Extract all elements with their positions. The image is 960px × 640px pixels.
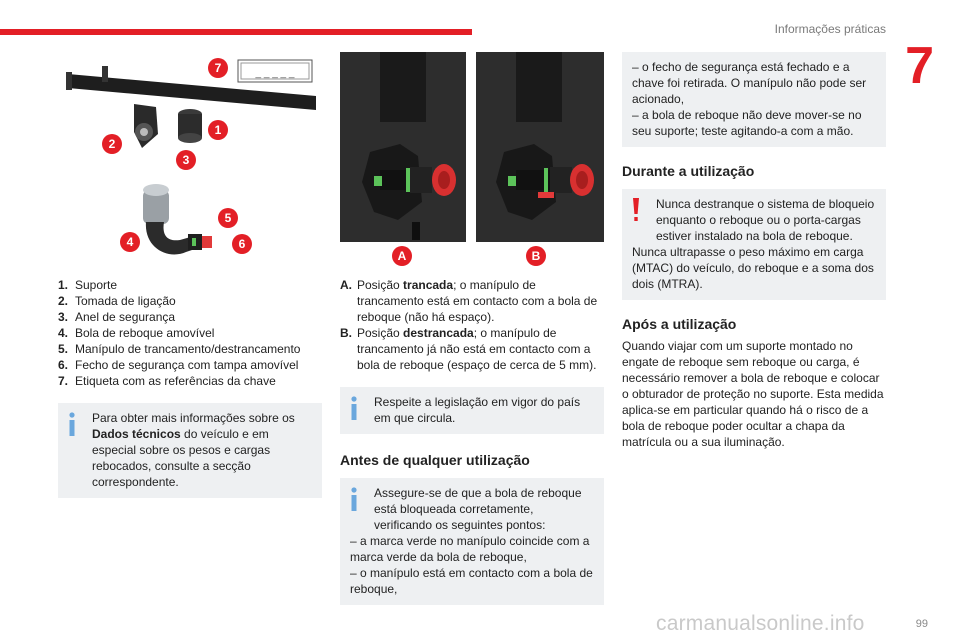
legend-item: 4. Bola de reboque amovível bbox=[58, 326, 215, 340]
header-accent-bar bbox=[0, 29, 472, 35]
legend-item: 6. Fecho de segurança com tampa amovível bbox=[58, 358, 299, 372]
label-a bbox=[392, 246, 412, 266]
technical-data-link-text: Dados técnicos bbox=[92, 427, 181, 441]
callout-7 bbox=[208, 58, 228, 78]
svg-text:7: 7 bbox=[214, 61, 222, 75]
label-b bbox=[526, 246, 546, 266]
svg-text:2: 2 bbox=[108, 137, 116, 151]
section-heading-before-use: Antes de qualquer utilização bbox=[340, 452, 530, 468]
column-middle bbox=[340, 52, 604, 605]
position-b-item: B. Posição destrancada; o manípulo de trancamento já não está em contacto com a bola de reboque (espaço de cerca de 5 mm). bbox=[340, 326, 597, 372]
page-number: 99 bbox=[915, 618, 928, 630]
before-use-info-box: Assegure-se de que a bola de reboque está bloqueada corretamente, verificando os seguintes pontos: – a marca verde no manípulo coincide com a marca verde da bola de reboque, – o manípulo está em contacto com a bola de reboque, bbox=[340, 478, 604, 605]
position-a-item: A. Posição trancada; o manípulo de trancamento está em contacto com a bola de reboque (não há espaço). bbox=[340, 278, 598, 324]
component-legend bbox=[58, 277, 322, 389]
technical-data-info-box: Para obter mais informações sobre os Dados técnicos do veículo e em especial sobre os pesos e cargas rebocados, consulte a secção correspondente. bbox=[58, 403, 322, 498]
legislation-info-box: Respeite a legislação em vigor do país em que circula. bbox=[340, 387, 604, 434]
svg-text:6: 6 bbox=[238, 237, 246, 251]
callout-5 bbox=[218, 208, 238, 228]
legend-item: 5. Manípulo de trancamento/destrancamento bbox=[58, 342, 301, 356]
info-icon bbox=[67, 412, 77, 436]
during-use-warning-box: Nunca destranque o sistema de bloqueio enquanto o reboque ou o porta-cargas estiver instalado na bola de reboque. Nunca ultrapasse o peso máximo em carga (MTAC) do veículo, do reboque e a soma dos dois (MTRA). bbox=[622, 189, 886, 300]
svg-text:4: 4 bbox=[126, 235, 134, 249]
key-label-placeholder: _ _ _ _ _ bbox=[255, 68, 295, 79]
svg-text:5: 5 bbox=[224, 211, 232, 225]
chapter-number: 7 bbox=[905, 37, 934, 95]
callout-2 bbox=[102, 134, 122, 154]
watermark: carmanualsonline.info bbox=[656, 612, 865, 635]
legend-item: 2. Tomada de ligação bbox=[58, 294, 176, 308]
svg-text:A: A bbox=[397, 249, 407, 263]
info-icon bbox=[349, 396, 359, 420]
locking-handle-drawing bbox=[340, 52, 604, 267]
towbar-illustration bbox=[58, 52, 322, 267]
svg-text:3: 3 bbox=[182, 153, 190, 167]
locking-positions-illustration bbox=[340, 52, 604, 267]
column-left bbox=[58, 52, 322, 498]
callout-1 bbox=[208, 120, 228, 140]
legend-item: 7. Etiqueta com as referências da chave bbox=[58, 374, 276, 388]
callout-4 bbox=[120, 232, 140, 252]
after-use-text: Quando viajar com um suporte montado no engate de reboque sem reboque ou carga, é necessário remover a bola de reboque e colocar o obturador de proteção no suporte. Esta medida aplica-se em particular quando há o risco de a bola de reboque poder ocultar a chapa da matrícula ou a sua iluminação. bbox=[622, 339, 884, 449]
towbar-drawing bbox=[58, 52, 322, 267]
svg-text:1: 1 bbox=[214, 123, 222, 137]
callout-3 bbox=[176, 150, 196, 170]
before-use-continued-box: – o fecho de segurança está fechado e a chave foi retirada. O manípulo não pode ser acionado, – a bola de reboque não deve mover-se no seu suporte; teste agitando-a com a mão. bbox=[622, 52, 886, 147]
callout-6 bbox=[232, 234, 252, 254]
legend-item: 3. Anel de segurança bbox=[58, 310, 176, 324]
svg-text:B: B bbox=[531, 249, 541, 263]
section-title: Informações práticas bbox=[774, 22, 886, 36]
info-icon bbox=[349, 487, 359, 511]
legend-item: 1. Suporte bbox=[58, 278, 118, 292]
position-legend bbox=[340, 277, 604, 373]
section-heading-during-use: Durante a utilização bbox=[622, 163, 755, 179]
column-right bbox=[622, 52, 886, 450]
section-heading-after-use: Após a utilização bbox=[622, 316, 737, 332]
warning-icon bbox=[633, 198, 639, 222]
